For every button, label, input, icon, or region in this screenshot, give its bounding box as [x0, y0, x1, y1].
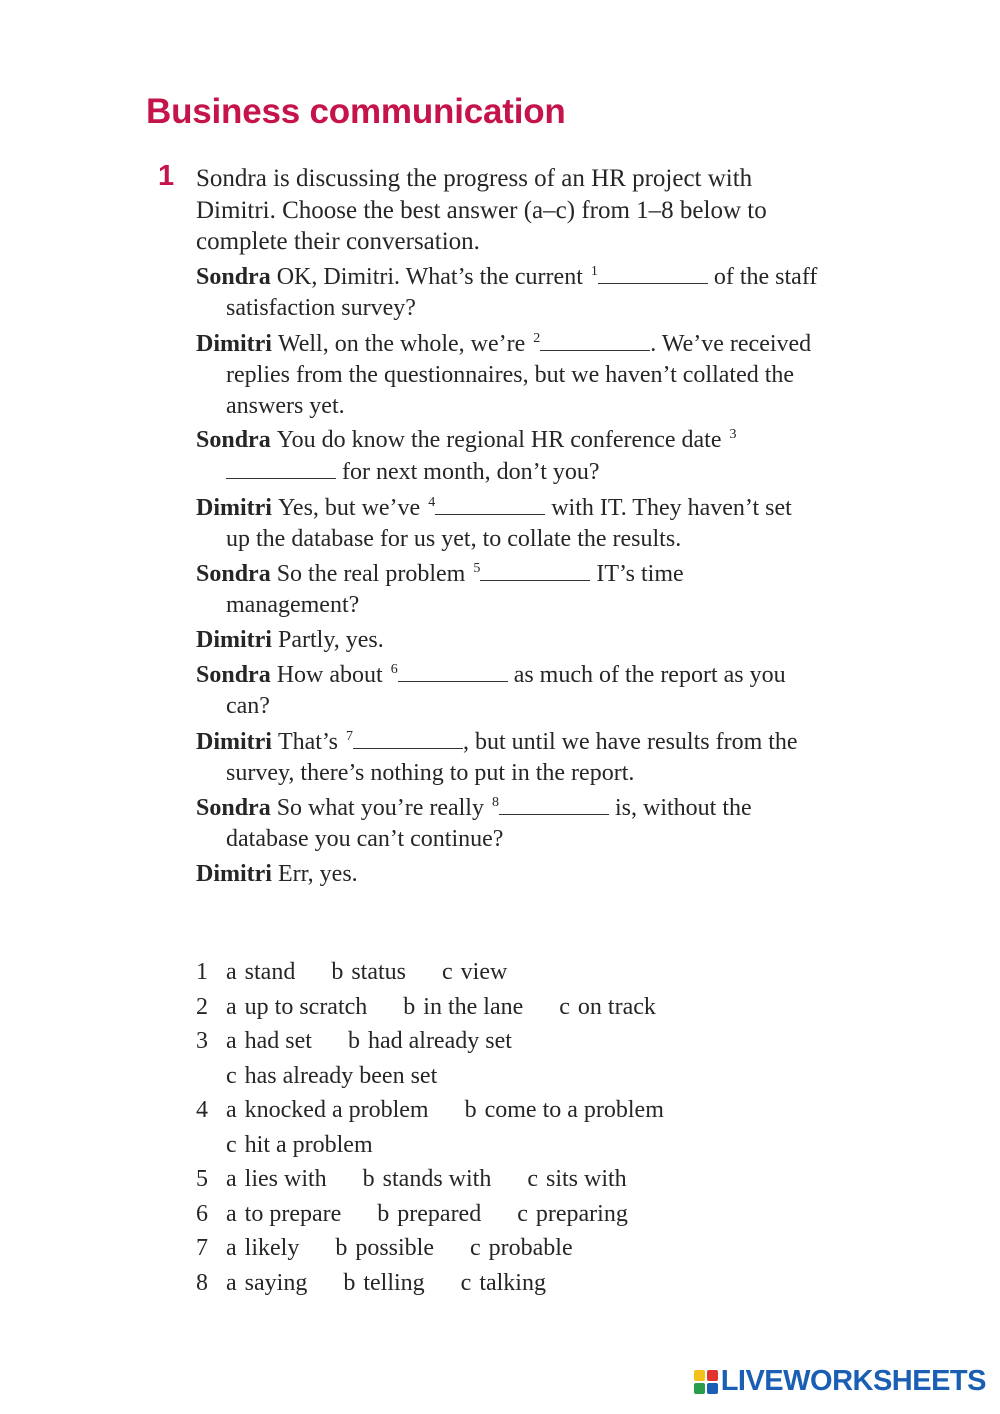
speaker-name: Sondra [196, 427, 271, 453]
dialogue-text-after: is, without the database you can’t continue? [226, 795, 752, 852]
choice-text: stand [244, 959, 296, 985]
liveworksheets-logo-icon [694, 1370, 718, 1394]
choice-letter: c [442, 959, 453, 985]
option-number: 1 [196, 959, 208, 985]
gap-number: 6 [390, 662, 398, 677]
option-row-continued [196, 1130, 816, 1161]
speaker-name: Dimitri [196, 860, 272, 887]
option-choice[interactable] [559, 992, 656, 1023]
choice-text: stands with [382, 1166, 492, 1192]
dialogue-text-after: , but until we have results from the survey, there’s nothing to put in the report. [226, 728, 798, 786]
option-choice[interactable] [226, 1199, 341, 1230]
option-choice[interactable] [226, 992, 367, 1023]
logo-square [707, 1370, 718, 1381]
gap-number: 1 [590, 264, 598, 279]
choice-letter: a [226, 993, 237, 1020]
choice-letter: c [460, 1269, 472, 1296]
dialogue-text-after: . We’ve received replies from the questionnaires, but we haven’t collated the answers yet. [226, 330, 812, 419]
choice-letter: b [362, 1166, 375, 1192]
choice-text: come to a problem [484, 1097, 664, 1123]
dialogue-text-before: OK, Dimitri. What’s the current [276, 264, 583, 290]
answer-options [196, 957, 816, 1302]
speaker-name: Dimitri [196, 494, 272, 521]
choice-text: has already been set [244, 1062, 438, 1089]
choice-text: up to scratch [244, 993, 368, 1020]
option-number: 8 [196, 1269, 208, 1296]
choice-text: to prepare [244, 1200, 342, 1227]
gap-number: 5 [473, 561, 481, 576]
option-choice[interactable] [517, 1199, 628, 1230]
choice-letter: a [226, 1028, 237, 1054]
option-choice[interactable] [363, 1164, 492, 1195]
gap-number: 2 [533, 330, 541, 346]
choice-text: lies with [244, 1166, 327, 1192]
option-choice[interactable] [226, 1233, 299, 1264]
option-choice[interactable] [226, 1164, 327, 1195]
section-heading: Business communication [146, 92, 566, 131]
answer-gap[interactable] [435, 492, 545, 515]
choice-text: knocked a problem [244, 1097, 429, 1123]
gap-number: 3 [729, 427, 737, 442]
option-choice[interactable] [348, 1026, 512, 1057]
dialogue-turn [196, 792, 821, 855]
answer-gap[interactable] [353, 726, 463, 749]
option-choice[interactable] [226, 1130, 373, 1161]
option-choice[interactable] [377, 1199, 481, 1230]
option-choice[interactable] [465, 1095, 664, 1126]
option-number: 4 [196, 1097, 208, 1123]
option-row [196, 992, 816, 1023]
dialogue-text-before: Partly, yes. [277, 626, 384, 653]
choice-letter: a [226, 1097, 237, 1123]
dialogue-text-after: of the staff satisfaction survey? [226, 264, 818, 321]
choice-letter: c [517, 1200, 528, 1227]
dialogue-turn [196, 859, 821, 890]
logo-square [694, 1383, 705, 1394]
dialogue-text-after: as much of the report as you can? [226, 662, 786, 719]
option-row [196, 1199, 816, 1230]
choice-letter: a [226, 1200, 237, 1227]
speaker-name: Sondra [196, 662, 271, 688]
choice-text: had already set [367, 1028, 512, 1054]
dialogue-text-before: How about [276, 662, 383, 688]
dialogue-text-before: That’s [277, 728, 338, 755]
dialogue-text-after: for next month, don’t you? [342, 459, 600, 485]
choice-text: sits with [545, 1166, 627, 1192]
option-number: 6 [196, 1200, 208, 1227]
option-row [196, 1164, 816, 1195]
choice-text: probable [488, 1235, 573, 1261]
choice-text: saying [244, 1269, 308, 1296]
choice-letter: a [226, 1166, 237, 1192]
speaker-name: Sondra [196, 561, 271, 587]
dialogue-turn [196, 261, 821, 324]
option-choice[interactable] [461, 1268, 546, 1299]
answer-gap[interactable] [540, 328, 650, 351]
dialogue-text-before: You do know the regional HR conference date [276, 427, 722, 453]
dialogue [196, 261, 821, 893]
speaker-name: Sondra [196, 264, 271, 290]
choice-letter: b [464, 1097, 477, 1123]
option-choice[interactable] [226, 957, 295, 988]
exercise-instruction: Sondra is discussing the progress of an HR project with Dimitri. Choose the best answer (a–c) from 1–8 below to complete their conversation. [196, 165, 767, 255]
option-row [196, 1095, 816, 1126]
choice-letter: c [226, 1131, 237, 1158]
option-choice[interactable] [226, 1061, 437, 1092]
choice-letter: c [226, 1062, 237, 1089]
dialogue-text-before: So what you’re really [276, 795, 484, 821]
choice-text: in the lane [423, 993, 524, 1020]
option-row-continued [196, 1061, 816, 1092]
choice-letter: b [335, 1235, 348, 1261]
option-row [196, 1233, 816, 1264]
choice-letter: c [469, 1235, 481, 1261]
answer-gap[interactable] [598, 261, 708, 284]
option-choice[interactable] [226, 1095, 429, 1126]
choice-text: likely [244, 1235, 300, 1261]
choice-text: talking [479, 1269, 546, 1296]
dialogue-turn [196, 492, 821, 555]
choice-letter: a [226, 1235, 237, 1261]
option-choice[interactable] [226, 1026, 312, 1057]
choice-text: possible [355, 1235, 434, 1261]
brand-name: LIVEWORKSHEETS [720, 1365, 986, 1397]
answer-gap[interactable] [226, 456, 336, 479]
answer-gap[interactable] [499, 792, 609, 815]
choice-text: preparing [535, 1200, 628, 1227]
option-row [196, 1268, 816, 1299]
logo-square [694, 1370, 705, 1381]
choice-letter: b [347, 1028, 360, 1054]
option-choice[interactable] [527, 1164, 626, 1195]
exercise-number: 1 [158, 160, 175, 192]
gap-number: 4 [428, 494, 436, 510]
choice-text: status [351, 959, 406, 985]
dialogue-turn [196, 425, 821, 488]
choice-text: telling [363, 1269, 425, 1296]
dialogue-turn [196, 558, 821, 621]
dialogue-turn [196, 328, 821, 422]
dialogue-turn [196, 625, 821, 656]
speaker-name: Sondra [196, 795, 271, 821]
choice-letter: c [527, 1166, 538, 1192]
option-number: 2 [196, 993, 208, 1020]
answer-gap[interactable] [480, 558, 590, 581]
dialogue-text-after: IT’s time management? [226, 561, 684, 618]
dialogue-text-before: Err, yes. [277, 860, 358, 887]
option-choice[interactable] [331, 957, 406, 988]
choice-text: prepared [397, 1200, 482, 1227]
option-choice[interactable] [403, 992, 523, 1023]
choice-text: view [460, 959, 508, 985]
choice-letter: b [377, 1200, 390, 1227]
option-number: 5 [196, 1166, 208, 1192]
speaker-name: Dimitri [196, 626, 272, 653]
option-choice[interactable] [226, 1268, 307, 1299]
option-choice[interactable] [470, 1233, 573, 1264]
option-number: 7 [196, 1235, 208, 1261]
choice-text: on track [577, 993, 656, 1020]
logo-square [707, 1383, 718, 1394]
option-choice[interactable] [343, 1268, 424, 1299]
choice-text: hit a problem [244, 1131, 373, 1158]
dialogue-text-after: with IT. They haven’t set up the database for us yet, to collate the results. [226, 494, 792, 552]
gap-number: 8 [491, 795, 499, 810]
dialogue-text-before: Well, on the whole, we’re [277, 330, 526, 357]
footer-brand[interactable] [694, 1365, 986, 1398]
option-row [196, 1026, 816, 1057]
option-choice[interactable] [335, 1233, 434, 1264]
choice-letter: b [343, 1269, 356, 1296]
dialogue-text-before: So the real problem [276, 561, 466, 587]
option-number: 3 [196, 1028, 208, 1054]
gap-number: 7 [345, 728, 353, 744]
dialogue-turn [196, 726, 821, 789]
answer-gap[interactable] [398, 659, 508, 682]
dialogue-text-before: Yes, but we’ve [277, 494, 421, 521]
choice-letter: c [559, 993, 570, 1020]
choice-letter: b [331, 959, 344, 985]
option-row [196, 957, 816, 988]
dialogue-turn [196, 659, 821, 722]
option-choice[interactable] [442, 957, 507, 988]
choice-letter: a [226, 1269, 237, 1296]
choice-letter: b [403, 993, 416, 1020]
speaker-name: Dimitri [196, 330, 272, 357]
speaker-name: Dimitri [196, 728, 272, 755]
choice-text: had set [244, 1028, 312, 1054]
choice-letter: a [226, 959, 237, 985]
